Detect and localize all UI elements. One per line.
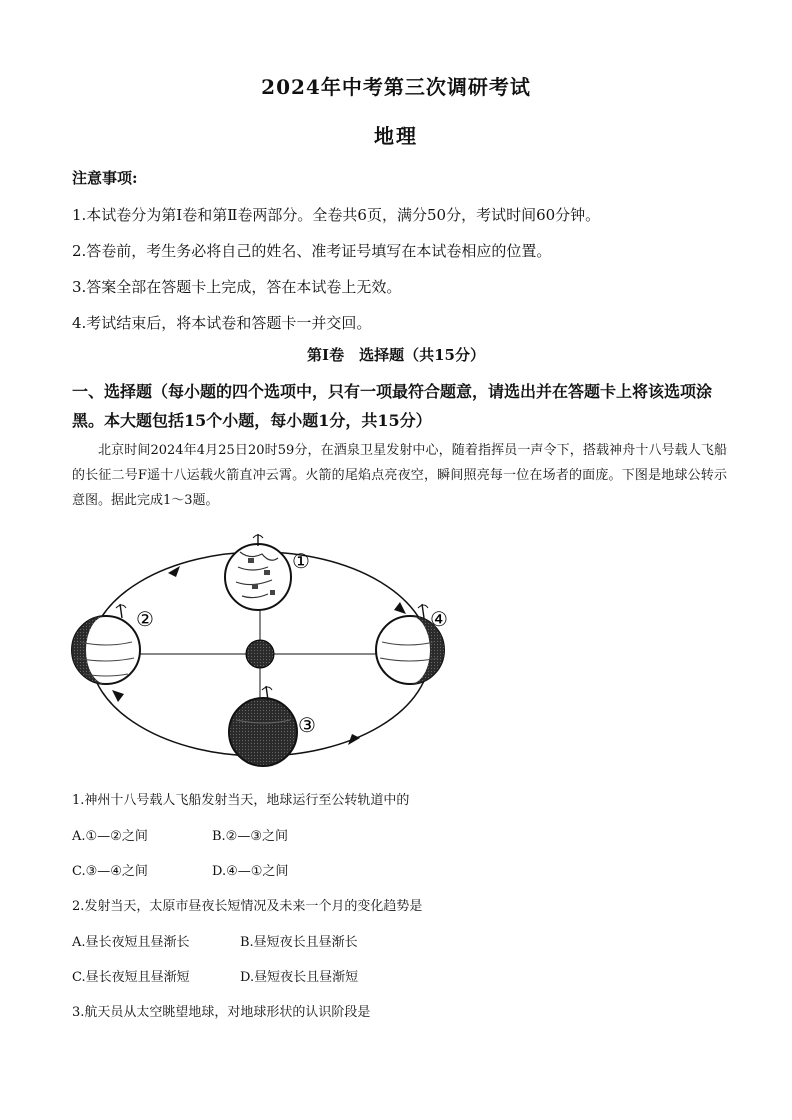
question-1-option-a: A.①—②之间 xyxy=(72,829,148,844)
question-3-stem: 3.航天员从太空眺望地球，对地球形状的认识阶段是 xyxy=(72,1005,371,1020)
label-position-2: ② xyxy=(136,607,154,631)
earth-position-2 xyxy=(72,604,140,684)
question-1-option-b: B.②—③之间 xyxy=(212,829,288,844)
label-position-4: ④ xyxy=(430,607,448,631)
earth-position-1 xyxy=(225,534,291,610)
question-2-option-d: D.昼短夜长且昼渐短 xyxy=(240,970,359,985)
question-2-option-b: B.昼短夜长且昼渐长 xyxy=(240,935,358,950)
orbit-arrow-left xyxy=(112,690,124,702)
note-item-4: 4.考试结束后，将本试卷和答题卡一并交回。 xyxy=(72,314,372,332)
question-1-option-c: C.③—④之间 xyxy=(72,864,148,879)
notes-heading: 注意事项: xyxy=(72,169,138,187)
label-position-1: ① xyxy=(292,549,310,573)
orbit-arrow-right xyxy=(394,602,406,614)
label-position-3: ③ xyxy=(298,713,316,737)
note-item-3: 3.答案全部在答题卡上完成，答在本试卷上无效。 xyxy=(72,278,402,296)
earth-position-3 xyxy=(229,686,297,766)
question-1-option-d: D.④—①之间 xyxy=(212,864,289,879)
reading-passage xyxy=(72,438,727,513)
question-1-stem: 1.神州十八号载人飞船发射当天，地球运行至公转轨道中的 xyxy=(72,793,410,808)
section-heading: 第Ⅰ卷 选择题（共15分） xyxy=(307,346,485,364)
question-2-stem: 2.发射当天，太原市昼夜长短情况及未来一个月的变化趋势是 xyxy=(72,899,423,914)
note-item-1: 1.本试卷分为第Ⅰ卷和第Ⅱ卷两部分。全卷共6页，满分50分，考试时间60分钟。 xyxy=(72,206,601,224)
orbit-arrow-bottom xyxy=(348,734,360,745)
sun xyxy=(246,640,274,668)
passage-text: 北京时间2024年4月25日20时59分，在酒泉卫星发射中心，随着指挥员一声令下，搭载神舟十八号载人飞船的长征二号F遥十八运载火箭直冲云霄。火箭的尾焰点亮夜空，瞬间照亮每一位在场者的面庞。下图是地球公转示意图。据此完成1～3题。 xyxy=(72,443,727,508)
exam-subject: 地理 xyxy=(374,124,418,148)
question-2-option-a: A.昼长夜短且昼渐长 xyxy=(72,935,190,950)
earth-revolution-diagram xyxy=(70,532,460,772)
exam-title: 2024年中考第三次调研考试 xyxy=(261,75,531,99)
part-instructions: 一、选择题（每小题的四个选项中，只有一项最符合题意，请选出并在答题卡上将该选项涂黑。本大题包括15个小题，每小题1分，共15分） xyxy=(72,382,713,430)
note-item-2: 2.答卷前，考生务必将自己的姓名、准考证号填写在本试卷相应的位置。 xyxy=(72,242,552,260)
question-2-option-c: C.昼长夜短且昼渐短 xyxy=(72,970,190,985)
